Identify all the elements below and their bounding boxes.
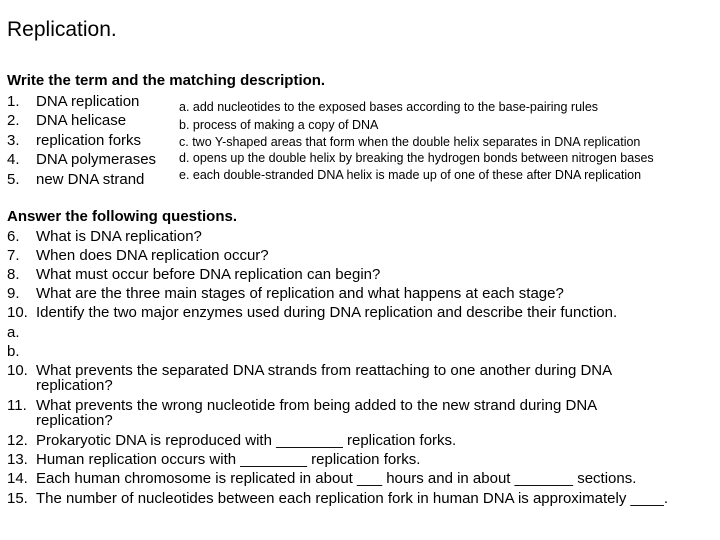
questions-heading: Answer the following questions. (7, 208, 238, 225)
term-number: 3. (7, 132, 20, 149)
question-number: 13. (7, 451, 28, 468)
description-item: b. process of making a copy of DNA (179, 118, 379, 132)
question-text: The number of nucleotides between each replication fork in human DNA is approximately ____. (36, 490, 669, 507)
question-text: replication? (36, 412, 113, 429)
term-text: DNA replication (36, 93, 140, 110)
description-item: c. two Y-shaped areas that form when the double helix separates in DNA replication (179, 135, 641, 149)
question-number: 14. (7, 470, 28, 487)
question-text: What is DNA replication? (36, 228, 202, 245)
term-text: replication forks (36, 132, 142, 149)
term-number: 5. (7, 171, 20, 188)
question-number: 8. (7, 266, 20, 283)
question-number: 11. (7, 397, 27, 414)
question-text: Identify the two major enzymes used during DNA replication and describe their function. (36, 304, 618, 321)
question-number: 6. (7, 228, 20, 245)
question-number: 12. (7, 432, 28, 449)
question-text: What must occur before DNA replication can begin? (36, 266, 381, 283)
question-number: b. (7, 343, 20, 360)
question-text: replication? (36, 377, 113, 394)
question-text: When does DNA replication occur? (36, 247, 269, 264)
question-text: What are the three main stages of replication and what happens at each stage? (36, 285, 564, 302)
term-number: 2. (7, 112, 20, 129)
question-text: What prevents the separated DNA strands from reattaching to one another during DNA (36, 362, 613, 379)
term-text: new DNA strand (36, 171, 145, 188)
term-number: 4. (7, 151, 20, 168)
question-text: Each human chromosome is replicated in about ___ hours and in about _______ sections. (36, 470, 637, 487)
term-text: DNA polymerases (36, 151, 157, 168)
question-number: 10. (7, 304, 28, 321)
question-text: Human replication occurs with ________ replication forks. (36, 451, 421, 468)
question-number: 15. (7, 490, 28, 507)
question-number: a. (7, 324, 20, 341)
description-item: e. each double-stranded DNA helix is made up of one of these after DNA replication (179, 168, 642, 182)
description-item: a. add nucleotides to the exposed bases according to the base-pairing rules (179, 100, 599, 114)
term-text: DNA helicase (36, 112, 127, 129)
question-number: 9. (7, 285, 20, 302)
question-number: 10. (7, 362, 28, 379)
term-number: 1. (7, 93, 20, 110)
matching-heading: Write the term and the matching description. (7, 72, 326, 89)
description-item: d. opens up the double helix by breaking the hydrogen bonds between nitrogen bases (179, 151, 654, 165)
question-text: What prevents the wrong nucleotide from being added to the new strand during DNA (36, 397, 598, 414)
question-text: Prokaryotic DNA is reproduced with ________ replication forks. (36, 432, 457, 449)
page-title: Replication. (7, 18, 117, 41)
question-number: 7. (7, 247, 20, 264)
